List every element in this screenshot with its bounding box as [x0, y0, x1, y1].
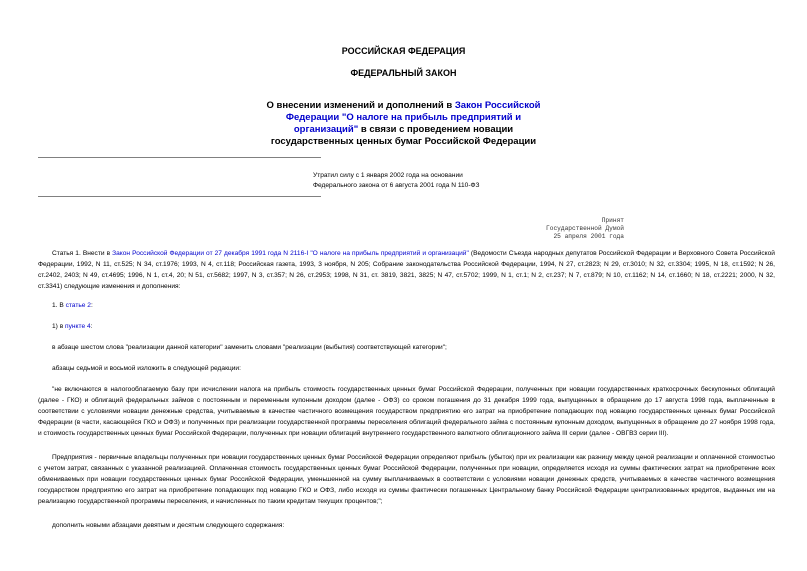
title-text-last: государственных ценных бумаг Российской Федерации [270, 136, 537, 147]
quoted-paragraph-1: "не включаются в налогооблагаемую базу при исчислении налога на прибыль стоимость государственных ценных бумаг Российской Федерации, полученных при новации государственных краткосрочных бескупонных облигаций (далее - ГКО) и облигаций федеральных займов с постоянным и переменным купонным доходом (далее - ОФЗ) со сроком погашения до 31 декабря 1999 года, выпущенных в обращение до 17 августа 1998 года, выплаченные в соответствии с условиями новации денежные средства, учитываемые в качестве частичного возмещения государством предприятию его затрат на приобретение попадающих под новацию государственных ценных бумаг Российской Федерации (в части, касающейся ГКО и ОФЗ) и полученных при реализации государственной программы переселения облигаций федерального займа с постоянным купонным доходом, выпущенных в обращение до 27 ноября 1998 года, и стоимость государственных ценных бумаг Российской Федерации, полученных при новации облигаций внутреннего государственного валютного облигационного займа III серии (далее - ОВГВЗ серии III). [38, 386, 775, 437]
subitem-1 [52, 321, 92, 332]
quoted-paragraph-2: Предприятия - первичные владельцы полученных при новации государственных ценных бумаг Российской Федерации определяют прибыль (убыток) при их реализации как разницу между ценой реализации и оплаченной стоимостью с учетом затрат, связанных с указанной реализацией. Оплаченная стоимость государственных ценных бумаг Российской Федерации, полученных при новации, определяется исходя из суммы фактических затрат на приобретение всех обмениваемых при новации государственных ценных бумаг Российской Федерации, уменьшенной на сумму выплачиваемых в соответствии с условиями новации денежных средств, учитываемых в качестве частичного возмещения государством предприятию его затрат на приобретение попадающих под новацию ГКО и ОФЗ, либо исходя из суммы фактически погашенных Центральному банку Российской Федерации централизованных кредитов, выданных им на реализацию государственной программы переселения, и начисленных по таким кредитам текущих процентов;"; [38, 454, 775, 505]
adoption-block [546, 217, 624, 241]
article-1 [38, 248, 775, 292]
title-text-cont: в связи с проведением новации [358, 124, 514, 135]
article-1-lead: Статья 1. Внести в [52, 250, 113, 257]
amended-law-link-end[interactable]: организаций" [293, 124, 359, 135]
item-1 [52, 300, 93, 311]
adoption-body: Государственной Думой [546, 225, 624, 232]
subitem-1-colon: : [90, 323, 93, 330]
add-paragraph: дополнить новыми абзацами девятым и десятым следующего содержания: [52, 522, 285, 529]
subitem-1-text: 1) в [52, 323, 66, 330]
divider-bottom [38, 196, 321, 197]
replace-paragraph: в абзаце шестом слова "реализации данной категории" заменить словами "реализации (выбытия) соответствующей категории"; [52, 344, 447, 351]
restate-paragraph: абзацы седьмой и восьмой изложить в следующей редакции: [52, 365, 241, 372]
article-1-sources: (Ведомости Съезда народных депутатов Российской Федерации и Верховного Совета Российской Федерации, 1992, N 11, ст.525; N 34, ст.1976; 1993, N 4, ст.118; Российская газета, 1993, 3 ноября, N 205; Собрание законодательства Российской Федерации, 1994, N 27, ст.2823; N 29, ст.3010; N 32, ст.3304; 1995, N 18, ст.1592; N 26, ст.2402, 2403; N 49, ст.4695; 1996, N 1, ст.4, 20; N 51, ст.5682; 1997, N 3, ст.357; N 26, ст.2953; 1998, N 31, ст. 3819, 3821, 3825; N 47, ст.5702; 1999, N 1, ст.1; N 2, ст.237; N 7, ст.879; N 10, ст.1162; N 14, ст.1660; N 18, ст.2221; 2000, N 32, ст.3341) следующие изменения и дополнения: [38, 250, 775, 290]
adoption-accepted: Принят [601, 217, 624, 224]
item-1-colon: : [90, 302, 93, 309]
divider-top [38, 157, 321, 158]
title-text: О внесении изменений и дополнений в [266, 100, 455, 111]
adoption-date: 25 апреля 2001 года [553, 233, 624, 240]
clause-4-link[interactable]: пункте 4 [65, 323, 91, 330]
amended-law-link-cont[interactable]: Федерации "О налоге на прибыль предприятий и [285, 112, 522, 123]
law-2116-link[interactable]: Закон Российской Федерации от 27 декабря 1991 года N 2116-I "О налоге на прибыль предприятий и организаций" [112, 250, 469, 257]
law-type-heading: ФЕДЕРАЛЬНЫЙ ЗАКОН [350, 68, 457, 78]
amended-law-link[interactable]: Закон Российской [454, 100, 541, 111]
item-1-text: 1. В [52, 302, 66, 309]
article-2-link[interactable]: статье 2 [65, 302, 91, 309]
law-title [0, 100, 807, 148]
repealing-law-link[interactable]: Федерального закона от 6 августа 2001 года N 110-ФЗ [313, 182, 480, 189]
status-note: Утратил силу с 1 января 2002 года на основании [313, 172, 463, 179]
country-heading: РОССИЙСКАЯ ФЕДЕРАЦИЯ [341, 46, 466, 56]
